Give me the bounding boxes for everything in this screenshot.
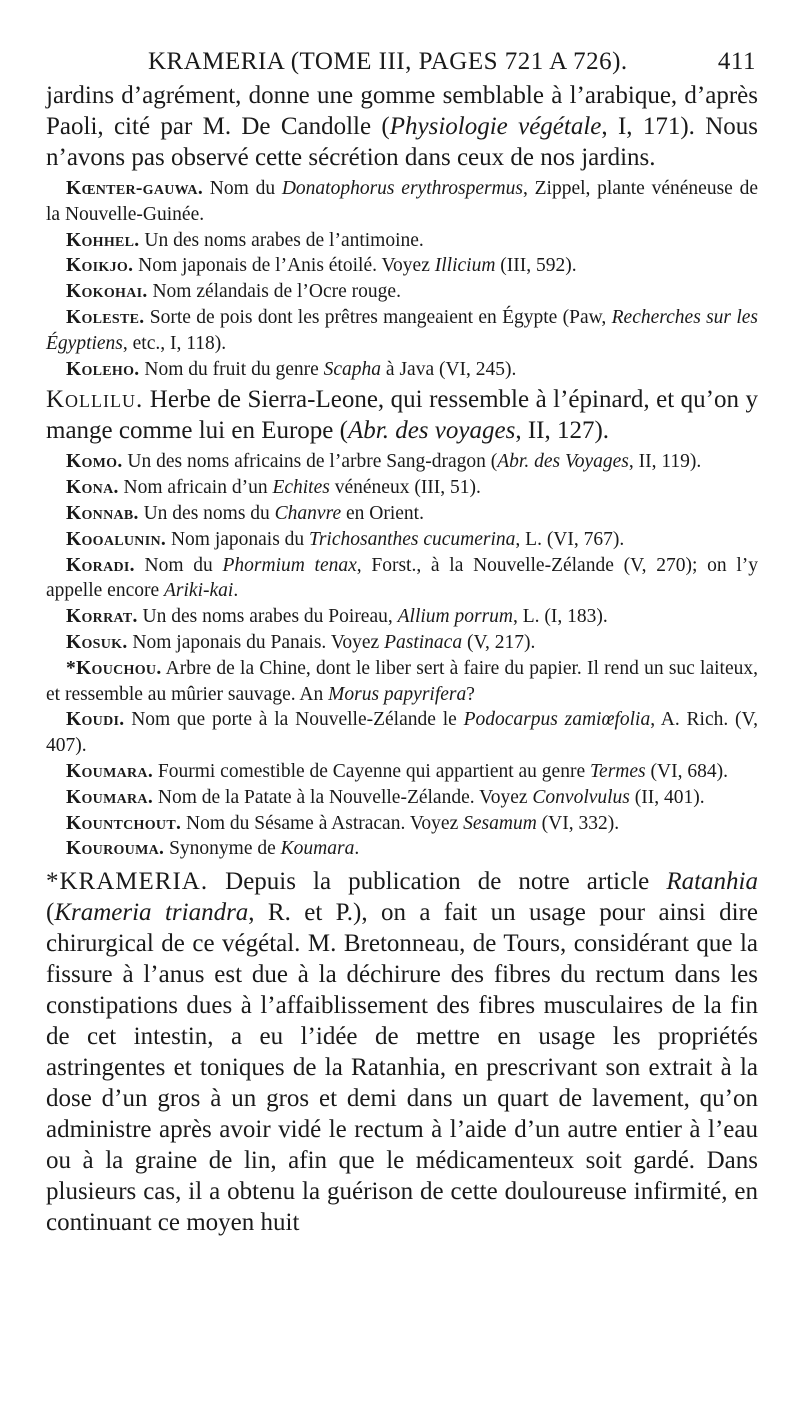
- entry-text: , etc., I, 118).: [122, 332, 227, 354]
- entry-headword: Kona.: [66, 477, 119, 499]
- running-header: [46, 48, 758, 76]
- entry-italic: Scapha: [323, 358, 382, 380]
- entry-italic: Morus papyrifera: [328, 683, 467, 705]
- entry-text: Nom du fruit du genre: [139, 358, 324, 380]
- entry-text: (III, 592).: [495, 255, 577, 277]
- entry-text: Nom du: [203, 178, 282, 199]
- entry-text: , Zippel, plante vénéneuse de la Nouvelle-Guinée.: [46, 178, 758, 225]
- entry-italic: Phormium tenax: [222, 554, 357, 576]
- entry-headword: Kountchout.: [66, 812, 182, 834]
- entry-italic: Illicium: [434, 255, 496, 277]
- intro-paragraph: [46, 80, 758, 173]
- intro-text-end: , I, 171). Nous n’avons pas observé cette sécrétion dans ceux de nos jardins.: [46, 113, 758, 171]
- entry-text: Nom japonais du Panais. Voyez: [127, 631, 385, 653]
- entry-headword: Koleho.: [66, 358, 140, 380]
- entry-text: Herbe de Sierra-Leone, qui ressemble à l’épinard, et qu’on y mange comme lui en Europe (: [46, 386, 758, 445]
- entry-headword: Koradi.: [66, 554, 135, 576]
- entry-text: .: [354, 838, 360, 860]
- entry-text: Un des noms arabes du Poireau,: [137, 606, 398, 628]
- entry-headword: Koikjo.: [66, 255, 134, 277]
- entry-text: ?: [466, 683, 475, 705]
- entry-headword: Kœnter-gauwa.: [66, 178, 204, 199]
- entries-block-2: [46, 449, 758, 862]
- entry-text: Nom japonais du: [166, 528, 310, 550]
- entry-text: (VI, 684).: [645, 760, 728, 782]
- entry-headword: Komo.: [66, 451, 123, 473]
- entry-text: Sorte de pois dont les prêtres mangeaient en Égypte (Paw,: [144, 306, 612, 328]
- dictionary-entry: [46, 501, 758, 527]
- entry-text: , R. et P.), on a fait un usage pour ainsi dire chirurgical de ce végétal. M. Bretonneau, de Tours, considérant que la fissure à l’anus est due à la déchirure des fibres du rectum dans les constipations dues à l’affaiblissement des fibres musculaires de la fin de cet intestin, a eu l’idée de mettre en usage les propriétés astringentes et toniques de la Ratanhia, en prescrivant son extrait à la dose d’un gros à un gros et demi dans un quart de lavement, qu’on administre après avoir vidé le rectum à l’aide d’un autre entier à l’eau ou à la graine de lin, afin que le médicamenteux soit gardé. Dans plusieurs cas, il a obtenu la guérison de cette douloureuse infirmité, en continuant ce moyen huit: [46, 899, 758, 1237]
- dictionary-entry: [46, 527, 758, 553]
- entry-text: (V, 217).: [462, 631, 536, 653]
- entry-text: , II, 127).: [515, 417, 610, 445]
- entry-text: (: [46, 899, 55, 927]
- entry-headword: Koudi.: [66, 709, 125, 731]
- entry-headword: Kourouma.: [66, 838, 165, 860]
- entry-headword: *Kouchou.: [66, 657, 162, 679]
- entry-text: , II, 119).: [628, 451, 702, 473]
- dictionary-entry: [46, 759, 758, 785]
- entry-text: Synonyme de: [164, 838, 281, 860]
- dictionary-entry: [46, 176, 758, 228]
- entry-text: Arbre de la Chine, dont le liber sert à faire du papier. Il rend un suc laiteux, et ressemble au mûrier sauvage. An: [46, 657, 758, 705]
- dictionary-entry: [46, 836, 758, 862]
- dictionary-entry: [46, 305, 758, 357]
- entry-text: à Java (VI, 245).: [381, 358, 517, 380]
- entry-text: Un des noms arabes de l’antimoine.: [139, 229, 424, 251]
- entry-headword: Konnab.: [66, 502, 139, 524]
- entry-text: , L. (VI, 767).: [515, 528, 625, 550]
- entry-italic: Abr. des voyages: [347, 417, 516, 445]
- entry-italic: Ratanhia: [666, 868, 758, 896]
- dictionary-entry: [46, 449, 758, 475]
- dictionary-entry: [46, 811, 758, 837]
- entry-headword: Kooalunin.: [66, 528, 167, 550]
- dictionary-entry: [46, 785, 758, 811]
- entry-italic: Recherches sur les Égyptiens: [46, 306, 759, 354]
- intro-text: jardins d’agrément, donne une gomme semblable à l’arabique, d’après Paoli, cité par M. De Candolle (: [46, 82, 758, 140]
- entry-headword: Kosuk.: [66, 631, 128, 653]
- entry-text: vénéneux (III, 51).: [329, 477, 481, 499]
- entry-italic: Chanvre: [274, 502, 342, 524]
- dictionary-entry: [46, 253, 758, 279]
- entry-italic: Koumara: [280, 838, 355, 860]
- entry-headword: Koumara.: [66, 760, 153, 782]
- entry-text: Nom zélandais de l’Ocre rouge.: [147, 281, 401, 303]
- entry-italic: Donatophorus erythrospermus: [281, 178, 523, 199]
- entry-text: en Orient.: [341, 502, 424, 524]
- entry-text: Un des noms africains de l’arbre Sang-dragon (: [122, 451, 498, 473]
- dictionary-entry: [46, 475, 758, 501]
- entry-italic: Allium porrum: [397, 606, 514, 628]
- entry-text: (II, 401).: [629, 786, 705, 808]
- dictionary-entry: [46, 228, 758, 254]
- entry-text: (VI, 332).: [536, 812, 620, 834]
- kollilu-entry: [46, 384, 758, 446]
- entry-italic: Sesamum: [463, 812, 537, 834]
- entry-text: Nom que porte à la Nouvelle-Zélande le: [124, 709, 464, 731]
- entry-text: , L. (I, 183).: [513, 606, 608, 628]
- entry-italic: Podocarpus zamiœfolia: [463, 709, 651, 731]
- krameria-article: [46, 866, 758, 1238]
- entry-text: Fourmi comestible de Cayenne qui appartient au genre: [153, 760, 590, 782]
- entry-italic: Krameria triandra: [54, 899, 249, 927]
- intro-italic: Physiologie végétale: [389, 113, 602, 140]
- entry-italic: Convolvulus: [532, 786, 630, 808]
- entry-headword: Korrat.: [66, 606, 138, 628]
- entry-text: Nom du: [134, 554, 223, 576]
- entry-text: .: [233, 580, 239, 602]
- entry-headword: Kollilu.: [46, 386, 144, 414]
- dictionary-entry: [46, 553, 758, 605]
- entry-italic: Termes: [590, 760, 646, 782]
- dictionary-entry: [46, 279, 758, 305]
- dictionary-entry: [46, 656, 758, 708]
- entry-headword: Koumara.: [66, 786, 153, 808]
- entry-italic: Ariki-kai: [164, 580, 234, 602]
- entry-text: Depuis la publication de notre article: [208, 868, 667, 896]
- page-number: 411: [717, 48, 756, 75]
- entry-italic: Abr. des Voyages: [497, 451, 629, 473]
- entry-text: Nom du Sésame à Astracan. Voyez: [181, 812, 464, 834]
- entry-headword: Koleste.: [66, 306, 145, 328]
- entries-block-1: [46, 176, 758, 382]
- entry-text: Nom de la Patate à la Nouvelle-Zélande. Voyez: [153, 786, 533, 808]
- entry-italic: Echites: [272, 477, 330, 499]
- entry-italic: Trichosanthes cucumerina: [309, 528, 516, 550]
- entry-italic: Pastinaca: [384, 631, 463, 653]
- dictionary-entry: [46, 630, 758, 656]
- entry-headword: Kokohai.: [66, 281, 148, 303]
- entry-text: Nom japonais de l’Anis étoilé. Voyez: [133, 255, 435, 277]
- entry-text: Un des noms du: [138, 502, 275, 524]
- entry-headword: *KRAMERIA.: [46, 868, 209, 896]
- header-title: KRAMERIA (TOME III, PAGES 721 A 726).: [148, 48, 628, 75]
- entry-text: , Forst., à la Nouvelle-Zélande (V, 270); on l’y appelle encore: [46, 554, 758, 602]
- dictionary-entry: [46, 707, 758, 759]
- entry-text: , A. Rich. (V, 407).: [46, 709, 758, 757]
- entry-text: Nom africain d’un: [118, 477, 273, 499]
- dictionary-entry: [46, 604, 758, 630]
- entry-headword: Kohhel.: [66, 229, 140, 251]
- dictionary-entry: [46, 357, 758, 383]
